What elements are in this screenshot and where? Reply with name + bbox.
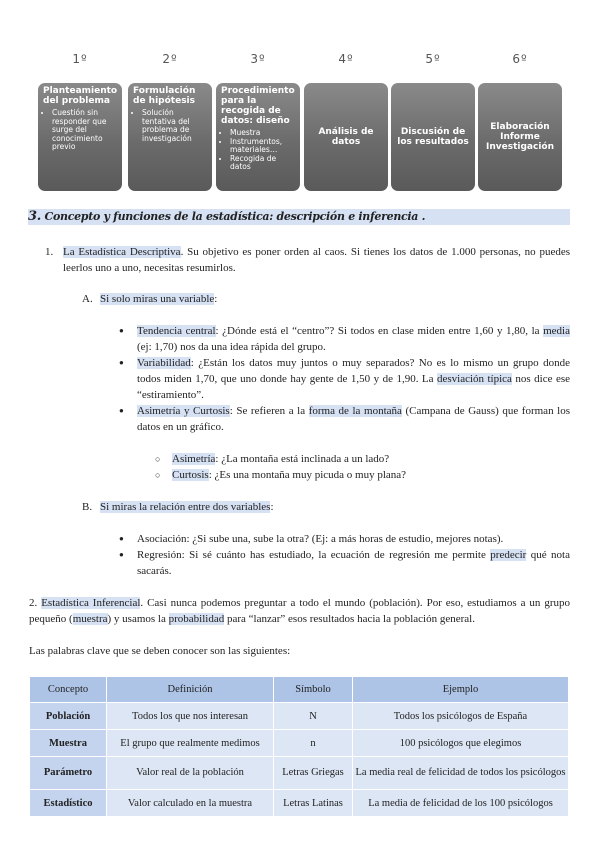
step-box-informe [478,83,562,191]
step-number: 4º [338,52,354,66]
bullet-regresion: ● Regresión: Si sé cuánto has estudiado, la ecuación de regresión me permite predecir qué nota sacarás. [137,547,570,579]
cell-definicion: Todos los que nos interesan [107,703,274,730]
term-highlight: Asimetría y Curtosis [137,405,230,417]
table-row [30,730,569,757]
term-highlight: Variabilidad [137,357,191,369]
table-row [30,757,569,790]
step-box-discusion [391,83,475,191]
step-title: Procedimiento para la recogida de datos: diseño [221,86,295,126]
column-header: Ejemplo [353,677,569,703]
term-highlight: Si solo miras una variable [100,293,215,305]
paragraph-inferencial: 2. Estadística Inferencial. Casi nunca podemos preguntar a todo el mundo (población). Por eso, estudiamos a un grupo pequeño (muestra) y usamos la probabilidad para “lanzar” esos resultados hacia la población general. [29,597,570,625]
term-highlight: Asimetría [172,453,216,465]
concepts-table [29,676,569,817]
term-highlight: Si miras la relación entre dos variables [100,501,271,513]
paragraph-text: . Su objetivo es poner orden al caos. Si tienes los datos de 1.000 personas, no puedes leerlos uno a uno, necesitas resumirlos. [63,246,570,274]
step-title: Discusión de los resultados [397,127,469,147]
bullet-variabilidad: ● Variabilidad: ¿Están los datos muy juntos o muy separados? No es lo mismo un grupo donde todos miden 1,70, que uno donde hay gente de 1,50 y de 1,90. La desviación típica nos dice ese “estiramiento”. [137,355,570,403]
step-bullet: • Solución tentativa del problema de investigación [142,109,209,143]
step-number: 6º [512,52,528,66]
step-box-hipotesis [128,83,212,191]
bullet-asociacion: ● Asociación: ¿Si sube una, sube la otra? (Ej: a más horas de estudio, mejores notas). [137,531,570,547]
column-header: Concepto [30,677,107,703]
term-highlight: Tendencia central [137,325,216,337]
cell-definicion: Valor real de la población [107,757,274,790]
cell-definicion: Valor calculado en la muestra [107,790,274,817]
bullet-asimetria-curtosis: ● Asimetría y Curtosis: Se refieren a la forma de la montaña (Campana de Gauss) que forman los datos en un gráfico. [137,403,570,435]
column-header: Símbolo [274,677,353,703]
step-title: Análisis de datos [318,127,374,147]
step-bullet: • Cuestión sin responder que surge del conocimiento previo [52,109,119,152]
term-highlight: media [543,325,570,337]
section-number: 3. [28,209,41,224]
step-number: 2º [162,52,178,66]
cell-ejemplo: Todos los psicólogos de España [353,703,569,730]
term-highlight: probabilidad [168,613,225,625]
step-number: 1º [72,52,88,66]
cell-concepto: Estadístico [30,790,107,817]
section-heading [28,209,570,225]
sublist-heading-a: Si solo miras una variable: [100,293,218,305]
term-highlight: Curtosis [172,469,209,481]
sublist-heading-b: Si miras la relación entre dos variables: [100,501,274,513]
cell-simbolo: Letras Latinas [274,790,353,817]
cell-ejemplo: La media real de felicidad de todos los psicólogos [353,757,569,790]
table-header-row [30,677,569,703]
step-title: Planteamiento del problema [43,86,118,106]
list-number: 1. [45,246,54,258]
term-highlight: forma de la montaña [308,405,402,417]
sublist-letter: A. [82,293,93,305]
sublist-letter: B. [82,501,93,513]
step-bullet: • Recogida de datos [230,155,297,172]
step-box-analisis [304,83,388,191]
term-highlight: predecir [490,549,527,561]
term-highlight: muestra [72,613,108,625]
step-title: Formulación de hipótesis [133,86,196,106]
step-title: Elaboración Informe Investigación [486,122,554,152]
step-number: 3º [250,52,266,66]
step-bullet: • Instrumentos, materiales… [230,138,297,155]
column-header: Definición [107,677,274,703]
keywords-intro: Las palabras clave que se deben conocer son las siguientes: [29,645,291,657]
subbullet-asimetria: ○ Asimetría: ¿La montaña está inclinada a un lado? [172,451,389,467]
step-box-procedimiento [216,83,300,191]
cell-concepto: Muestra [30,730,107,757]
paragraph-descriptiva [63,244,570,276]
term-highlight: Estadística Inferencial [41,597,141,609]
cell-simbolo: N [274,703,353,730]
bullet-tendencia: ● Tendencia central: ¿Dónde está el “centro”? Si todos en clase miden entre 1,60 y 1,80, la media (ej: 1,70) nos da una idea rápida del grupo. [137,323,570,355]
cell-ejemplo: La media de felicidad de los 100 psicólogos [353,790,569,817]
step-number: 5º [425,52,441,66]
term-highlight: La Estadística Descriptiva [63,246,181,258]
cell-simbolo: n [274,730,353,757]
cell-ejemplo: 100 psicólogos que elegimos [353,730,569,757]
cell-concepto: Parámetro [30,757,107,790]
step-bullet: • Muestra [230,129,297,138]
step-box-planteamiento [38,83,122,191]
table-row [30,703,569,730]
cell-concepto: Población [30,703,107,730]
term-highlight: desviación típica [436,373,512,385]
table-row [30,790,569,817]
cell-simbolo: Letras Griegas [274,757,353,790]
section-title: Concepto y funciones de la estadística: descripción e inferencia . [44,210,426,223]
subbullet-curtosis: ○ Curtosis: ¿Es una montaña muy picuda o muy plana? [172,467,406,483]
cell-definicion: El grupo que realmente medimos [107,730,274,757]
list-number: 2. [29,597,38,609]
